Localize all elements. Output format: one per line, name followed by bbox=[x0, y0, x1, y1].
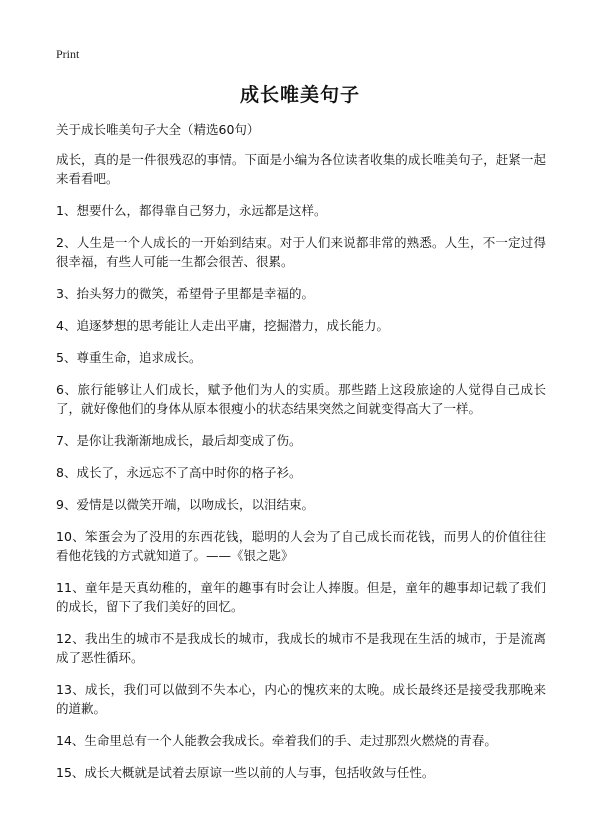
article-body bbox=[56, 150, 546, 795]
page-title: 成长唯美句子 bbox=[239, 84, 360, 106]
quote-item-11: 11、童年是天真幼稚的，童年的趣事有时会让人捧腹。但是，童年的趣事却记载了我们的成长，留下了我们美好的回忆。 bbox=[56, 580, 546, 614]
quote-item-6: 6、旅行能够让人们成长，赋予他们为人的实质。那些踏上这段旅途的人觉得自己成长了，就好像他们的身体从原本很瘦小的状态结果突然之间就变得高大了一样。 bbox=[56, 382, 546, 416]
quote-item-1: 1、想要什么，都得靠自己努力，永远都是这样。 bbox=[56, 203, 327, 218]
quote-item-9: 9、爱情是以微笑开端，以吻成长，以泪结束。 bbox=[56, 497, 314, 512]
quote-item-3: 3、抬头努力的微笑，希望骨子里都是幸福的。 bbox=[56, 286, 314, 301]
quote-item-13: 13、成长，我们可以做到不失本心，内心的愧疚来的太晚。成长最终还是接受我那晚来的道歉。 bbox=[56, 682, 546, 716]
print-label: Print bbox=[56, 47, 80, 61]
quote-item-4: 4、追逐梦想的思考能让人走出平庸，挖掘潜力，成长能力。 bbox=[56, 318, 389, 333]
quote-item-14: 14、生命里总有一个人能教会我成长。牵着我们的手、走过那烈火燃烧的青春。 bbox=[56, 733, 497, 748]
intro-paragraph: 成长，真的是一件很残忍的事情。下面是小编为各位读者收集的成长唯美句子，赶紧一起来看看吧。 bbox=[56, 152, 546, 186]
quote-item-12: 12、我出生的城市不是我成长的城市，我成长的城市不是我现在生活的城市，于是流离成了恶性循环。 bbox=[56, 631, 546, 665]
quote-item-7: 7、是你让我渐渐地成长，最后却变成了伤。 bbox=[56, 433, 302, 448]
quote-item-2: 2、人生是一个人成长的一开始到结束。对于人们来说都非常的熟悉。人生，不一定过得很幸福，有些人可能一生都会很苦、很累。 bbox=[56, 235, 546, 269]
quote-item-15: 15、成长大概就是试着去原谅一些以前的人与事，包括收敛与任性。 bbox=[56, 765, 435, 780]
quote-item-8: 8、成长了，永远忘不了高中时你的格子衫。 bbox=[56, 465, 302, 480]
page-subtitle: 关于成长唯美句子大全（精选60句） bbox=[56, 122, 260, 137]
quote-item-5: 5、尊重生命，追求成长。 bbox=[56, 350, 202, 365]
quote-item-10: 10、笨蛋会为了没用的东西花钱，聪明的人会为了自己成长而花钱，而男人的价值往往看他花钱的方式就知道了。——《银之匙》 bbox=[56, 529, 546, 563]
